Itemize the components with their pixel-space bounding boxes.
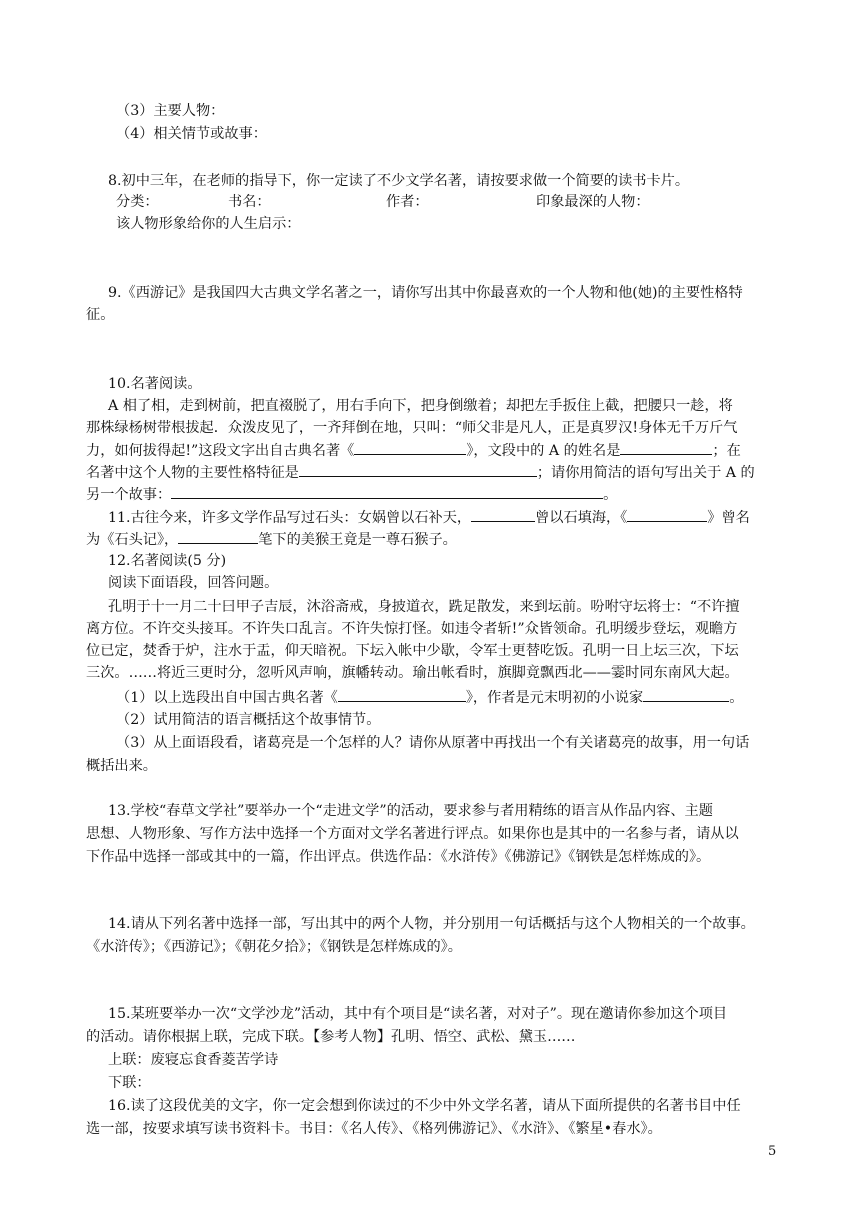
text-line <box>86 439 776 463</box>
text-line <box>86 461 776 485</box>
page-number: 5 <box>768 1144 777 1159</box>
answer-blank[interactable] <box>171 483 603 499</box>
card-title-label: 书名： <box>228 194 271 210</box>
answer-blank[interactable] <box>178 528 258 544</box>
answer-blank[interactable] <box>299 461 537 477</box>
text-line: 阅读下面语段，回答问题。 <box>108 575 279 591</box>
card-category-label: 分类： <box>116 194 159 210</box>
text-line <box>116 686 806 710</box>
question-14: 14.请从下列名著中选择一部，写出其中的两个人物，并分别用一句话概括与这个人物相关的一个故事。 <box>108 916 755 932</box>
text-line: 三次。……将近三更时分，忽听风声响，旗幡转动。瑜出帐看时，旗脚竟飘西北——霎时同东南风大起。 <box>86 665 739 681</box>
question-9: 9.《西游记》是我国四大古典文学名著之一，请你写出其中你最喜欢的一个人物和他(她)的主要性格特 <box>108 285 743 301</box>
text-line: 那株绿杨树带根拔起．众泼皮见了，一齐拜倒在地，只叫：“师父非是凡人，正是真罗汉!身体无千万斤气 <box>86 420 738 436</box>
text-line: A 相了相，走到树前，把直裰脱了，用右手向下，把身倒缴着；却把左手扳住上截，把腰只一趁，将 <box>108 398 733 414</box>
card-character-label: 印象最深的人物： <box>536 194 650 210</box>
reading-card-fields <box>116 191 806 214</box>
text-line: 孔明于十一月二十曰甲子吉辰，沐浴斋戒，身披道衣，跣足散发，来到坛前。吩咐守坛将士：“不许擅 <box>108 599 740 615</box>
answer-blank[interactable] <box>643 686 729 702</box>
text-line <box>86 483 776 507</box>
text-line: 《水浒传》；《西游记》；《朝花夕拾》；《钢铁是怎样炼成的》。 <box>86 939 462 955</box>
text-line: （2）试用简洁的语言概括这个故事情节。 <box>116 712 381 728</box>
text-segment: ；在 <box>712 443 741 459</box>
text-line <box>86 528 776 552</box>
text-segment: 曾以石填海，《 <box>535 510 628 526</box>
upper-couplet: 上联：废寝忘食香菱苦学诗 <box>108 1052 279 1068</box>
text-segment: 力，如何拔得起!”这段文字出自古典名著《 <box>86 443 355 459</box>
text-segment: 。 <box>729 690 744 706</box>
text-line: （3）主要人物： <box>116 103 225 119</box>
text-line: （4）相关情节或故事： <box>116 126 267 142</box>
text-segment: 名著中这个人物的主要性格特征是 <box>86 465 299 481</box>
text-segment: 》，文段中的 A 的姓名是 <box>466 443 621 459</box>
question-13: 13.学校“春草文学社”要举办一个“走进文学”的活动，要求参与者用精练的语言从作品内容、主题 <box>108 803 713 819</box>
answer-blank[interactable] <box>471 506 535 522</box>
text-line: 概括出来。 <box>86 758 157 774</box>
text-line: 该人物形象给你的人生启示： <box>116 216 301 232</box>
card-author-label: 作者： <box>386 194 429 210</box>
text-segment: ；请你用简洁的语句写出关于 A 的 <box>536 465 755 481</box>
text-line: 选一部，按要求填写读书资料卡。书目：《名人传》、《格列佛游记》、《水浒》、《繁星•春水》。 <box>86 1121 662 1137</box>
text-segment: （1）以上选段出自中国古典名著《 <box>116 690 338 706</box>
text-line: 位已定，焚香于炉，注水于盂，仰天暗祝。下坛入帐中少歇，令军士更替吃饭。孔明一日上坛三次，下坛 <box>86 643 739 659</box>
text-segment: 11.古往今来，许多文学作品写过石头：女娲曾以石补天， <box>108 510 472 526</box>
answer-blank[interactable] <box>354 439 466 455</box>
question-15: 15.某班要举办一次“文学沙龙”活动，其中有个项目是“读名著，对对子”。现在邀请你参加这个项目 <box>108 1006 728 1022</box>
question-16: 16.读了这段优美的文字，你一定会想到你读过的不少中外文学名著，请从下面所提供的名著书目中任 <box>108 1098 741 1114</box>
question-8: 8.初中三年，在老师的指导下，你一定读了不少文学名著，请按要求做一个简要的读书卡片。 <box>108 173 690 189</box>
answer-blank[interactable] <box>620 439 712 455</box>
answer-blank[interactable] <box>627 506 707 522</box>
text-line: 征。 <box>86 307 115 323</box>
text-line: 的活动。请你根据上联，完成下联。【参考人物】孔明、悟空、武松、黛玉…… <box>86 1029 576 1045</box>
text-line: 思想、人物形象、写作方法中选择一个方面对文学名著进行评点。如果你也是其中的一名参与者，请从以 <box>86 826 739 842</box>
text-segment: 为《石头记》， <box>86 532 179 548</box>
lower-couplet: 下联： <box>108 1075 151 1091</box>
text-segment: 另一个故事： <box>86 487 172 503</box>
text-segment: 》曾名 <box>707 510 750 526</box>
text-segment: 。 <box>603 487 618 503</box>
answer-blank[interactable] <box>338 686 466 702</box>
text-line: 离方位。不许交头接耳。不许失口乱言。不许失惊打怪。如违令者斩!”众皆领命。孔明缓步登坛，观瞻方 <box>86 621 738 637</box>
question-12: 12.名著阅读(5 分) <box>108 553 227 569</box>
text-line: （3）从上面语段看，诸葛亮是一个怎样的人？请你从原著中再找出一个有关诸葛亮的故事，用一句话 <box>116 735 750 751</box>
text-segment: 》，作者是元末明初的小说家 <box>465 690 644 706</box>
text-segment: 笔下的美猴王竟是一尊石猴子。 <box>258 532 457 548</box>
question-10: 10.名著阅读。 <box>108 376 202 392</box>
question-11 <box>108 506 798 530</box>
text-line: 下作品中选择一部或其中的一篇，作出评点。供选作品：《水浒传》《佛游记》《钢铁是怎样炼成的》。 <box>86 849 711 865</box>
